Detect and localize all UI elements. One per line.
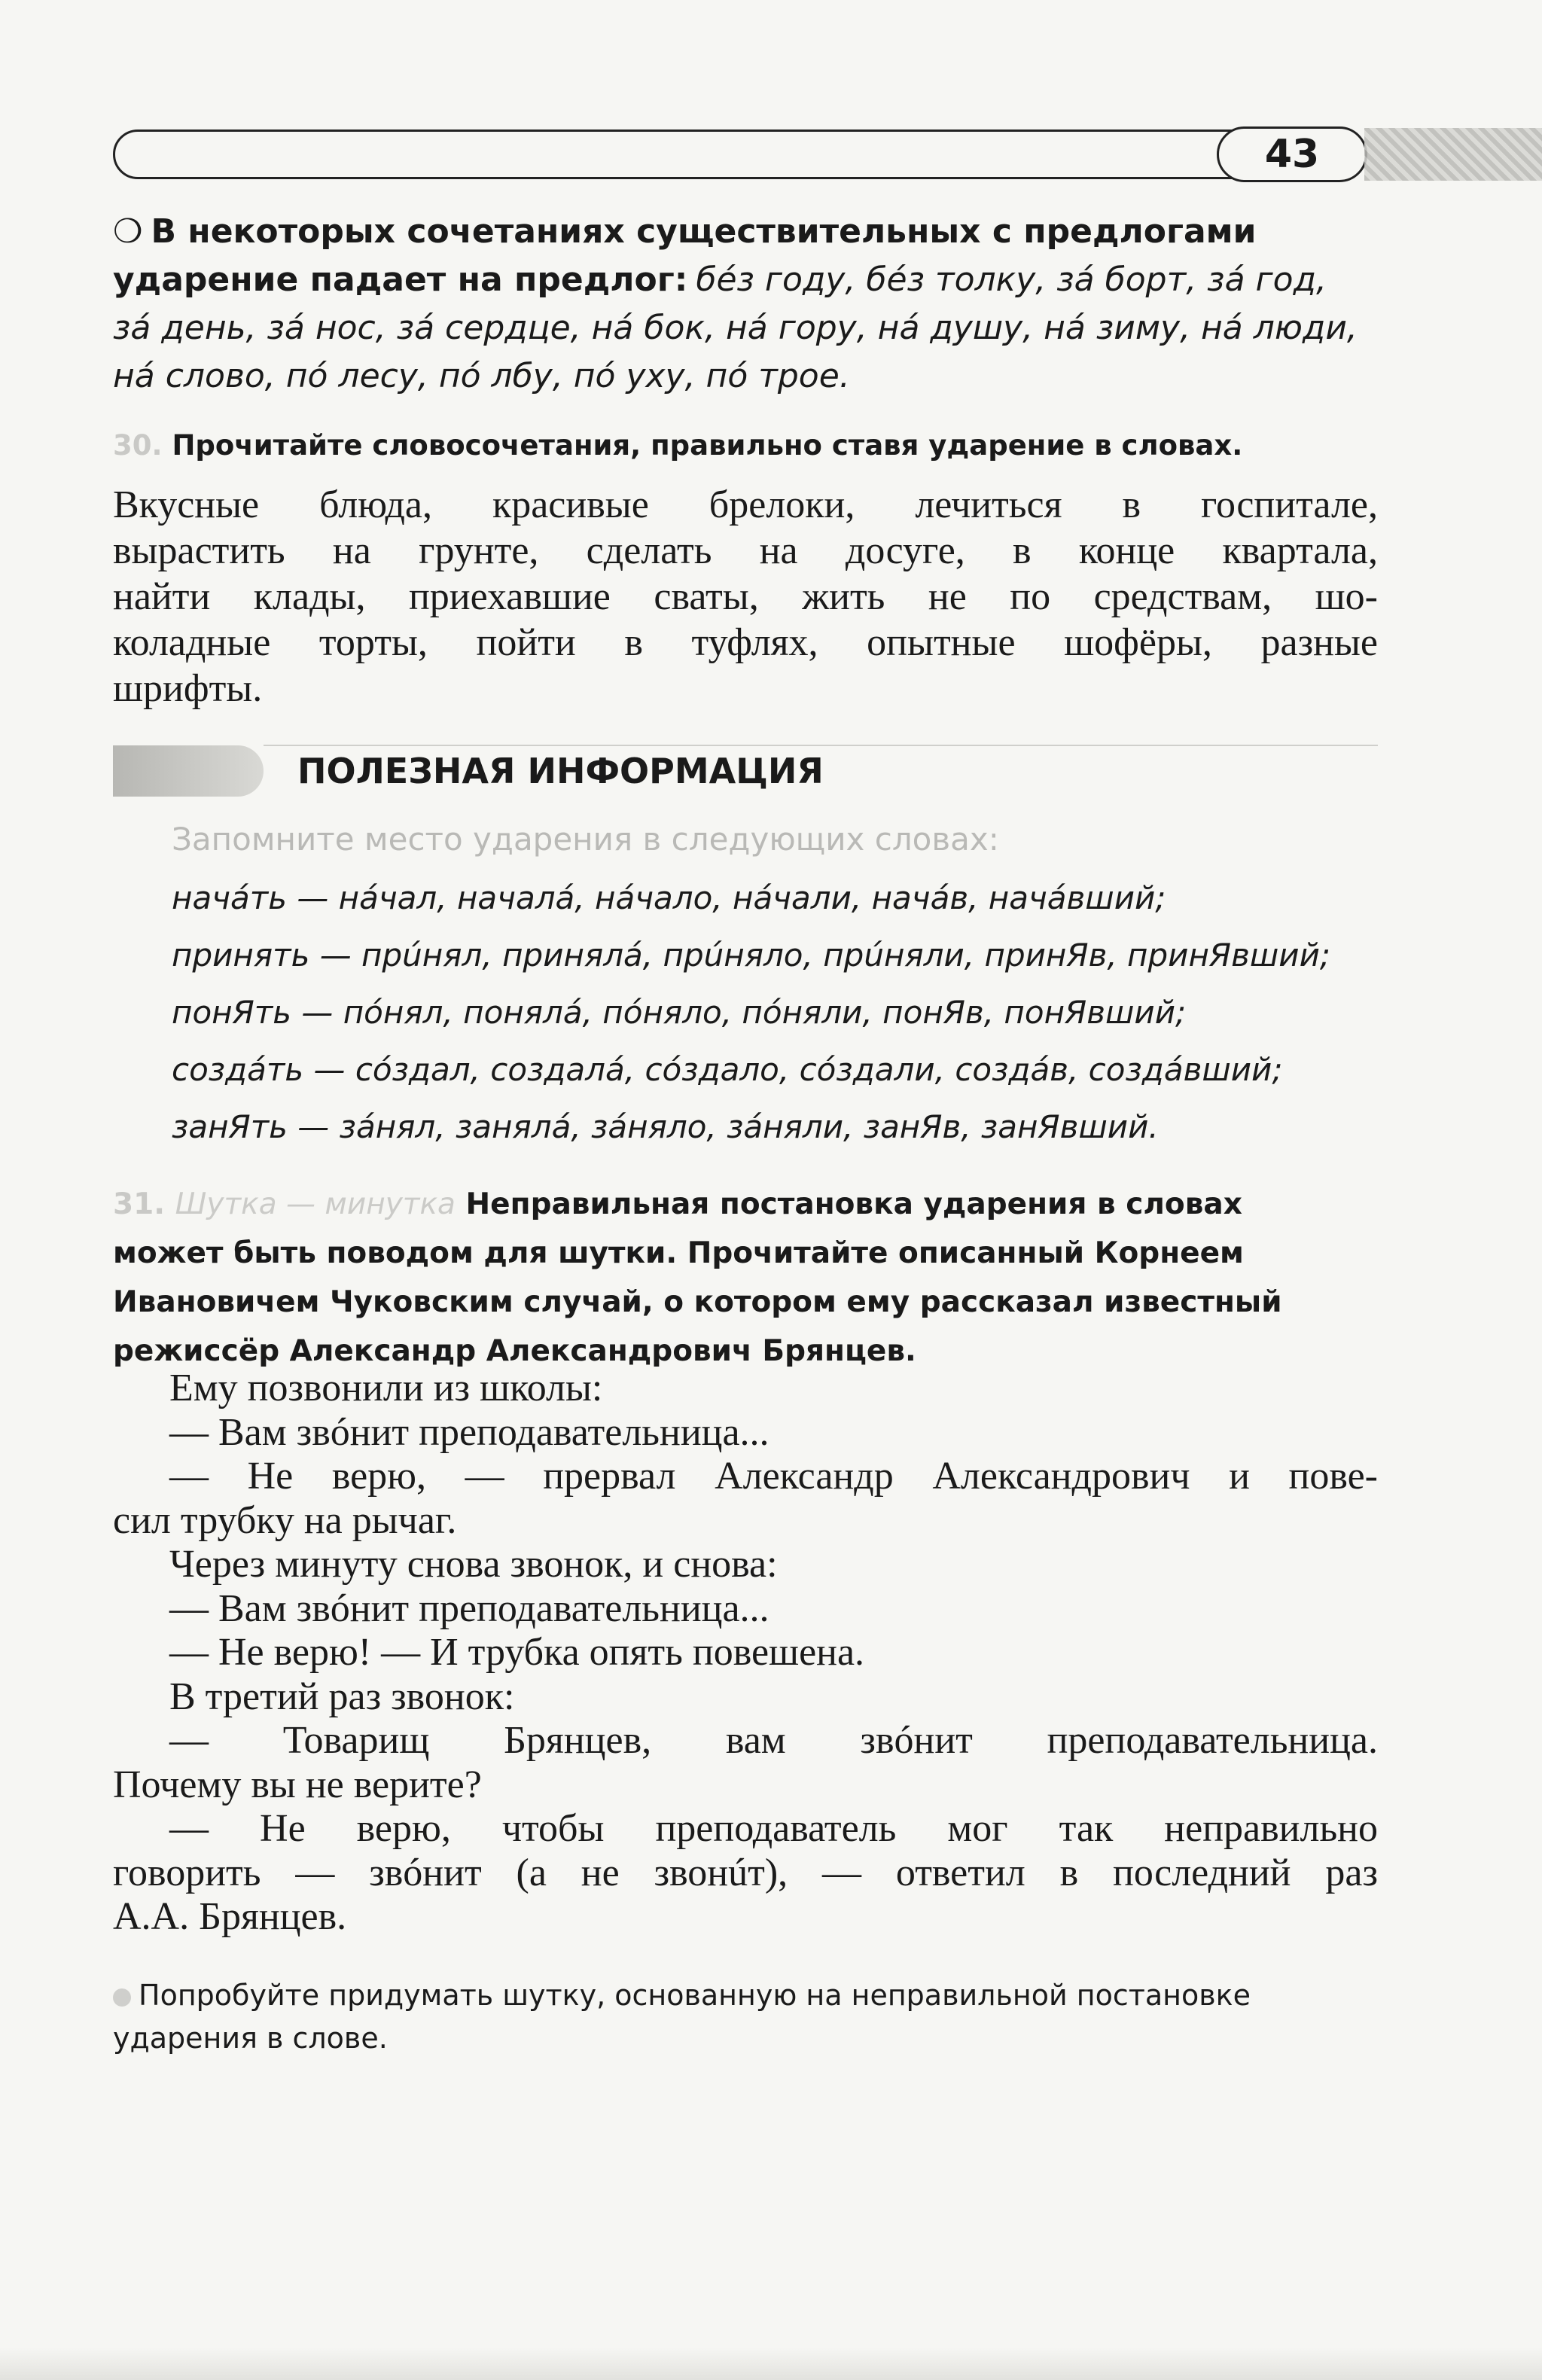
rule-line-2 [113,256,1378,304]
story-line: — Не верю! — И трубка опять повешена. [169,1631,865,1674]
page-bottom-shade [0,2348,1542,2380]
story-line: — Вам звóнит преподавательница... [169,1410,769,1454]
story-line: Почему вы не верите? [113,1763,482,1806]
story-line: Через минуту снова звонок, и снова: [169,1543,778,1586]
story-line: — Не верю, чтобы преподаватель мог так неправильно [169,1807,1378,1850]
exercise-30-number: 30. [113,429,163,462]
rule-examples-4: нá слово, пó лесу, пó лбу, пó уху, пó трое. [113,357,850,395]
stress-rule [113,208,1378,401]
info-word-line: принять — прúнял, принялá, прúняло, прúняли, принЯв, принЯвший; [172,937,1331,974]
rule-lead-2: ударение падает на предлог: [113,261,688,299]
story-line: — Вам звóнит преподавательница... [169,1586,769,1630]
info-subtitle: Запомните место ударения в следующих словах: [172,821,999,858]
story-line: — Товарищ Брянцев, вам звóнит преподавательница. [169,1719,1378,1762]
rule-examples-3: зá день, зá нос, зá сердце, нá бок, нá гору, нá душу, нá зиму, нá люди, [113,309,1358,347]
info-header-decoration [113,745,264,797]
exercise-30-line: Вкусные блюда, красивые брелоки, лечиться в госпитале, [113,483,1378,526]
exercise-31-heading [113,1180,1378,1376]
task-marker-icon [113,1988,131,2007]
rule-bullet-icon: ❍ [113,212,143,251]
page-number: 43 [1217,126,1367,182]
task-text: Попробуйте придумать шутку, основанную на неправильной постановке [139,1979,1251,2012]
exercise-30-line: вырастить на грунте, сделать на досуге, в конце квартала, [113,529,1378,572]
story-line: В третий раз звонок: [169,1675,515,1718]
task-line-1 [113,1974,1378,2017]
story-line: говорить — звóнит (а не звонúт), — ответил в последний раз [113,1851,1378,1894]
header-texture [1364,128,1542,181]
exercise-31-story [113,1367,1378,1940]
rule-examples-2: бéз году, бéз толку, зá борт, зá год, [696,261,1327,299]
story-line: сил трубку на рычаг. [113,1498,457,1542]
exercise-30-text [113,482,1378,712]
exercise-31-instruction: режиссёр Александр Александрович Брянцев. [113,1334,916,1368]
exercise-30-heading [113,429,1378,462]
rule-lead-1: В некоторых сочетаниях существительных с предлогами [151,212,1257,251]
story-line: А.А. Брянцев. [113,1895,347,1938]
exercise-30-instruction: Прочитайте словосочетания, правильно ставя ударение в словах. [172,429,1243,462]
rule-line-1 [113,208,1378,256]
page-header-bar [113,130,1363,179]
exercise-31-instruction: может быть поводом для шутки. Прочитайте описанный Корнеем [113,1236,1244,1270]
exercise-30-line: коладные торты, пойти в туфлях, опытные шофёры, разные [113,621,1378,664]
info-title: ПОЛЕЗНАЯ ИНФОРМАЦИЯ [297,751,824,791]
exercise-31-line-1 [113,1180,1378,1229]
creative-task [113,1974,1378,2060]
exercise-31-label: Шутка — минутка [175,1187,456,1221]
exercise-31-instruction: Неправильная постановка ударения в словах [465,1187,1242,1221]
exercise-31-instruction: Ивановичем Чуковским случай, о котором ему рассказал известный [113,1285,1282,1319]
story-line: Ему позвонили из школы: [169,1367,603,1409]
exercise-30-line: шрифты. [113,667,263,710]
info-word-line: создáть — сóздал, создалá, сóздало, сóздали, создáв, создáвший; [172,1051,1283,1088]
info-word-line: начáть — нáчал, началá, нáчало, нáчали, начáв, начáвший; [172,879,1166,916]
info-word-line: занЯть — зáнял, занялá, зáняло, зáняли, занЯв, занЯвший. [172,1108,1159,1145]
task-line-2: ударения в слове. [113,2022,388,2055]
story-line: — Не верю, — прервал Александр Александрович и пове- [169,1455,1378,1498]
exercise-31-number: 31. [113,1187,166,1221]
info-word-line: понЯть — пóнял, понялá, пóняло, пóняли, понЯв, понЯвший; [172,994,1187,1031]
exercise-30-line: найти клады, приехавшие сваты, жить не по средствам, шо- [113,575,1378,618]
info-word-list [172,870,1376,1156]
